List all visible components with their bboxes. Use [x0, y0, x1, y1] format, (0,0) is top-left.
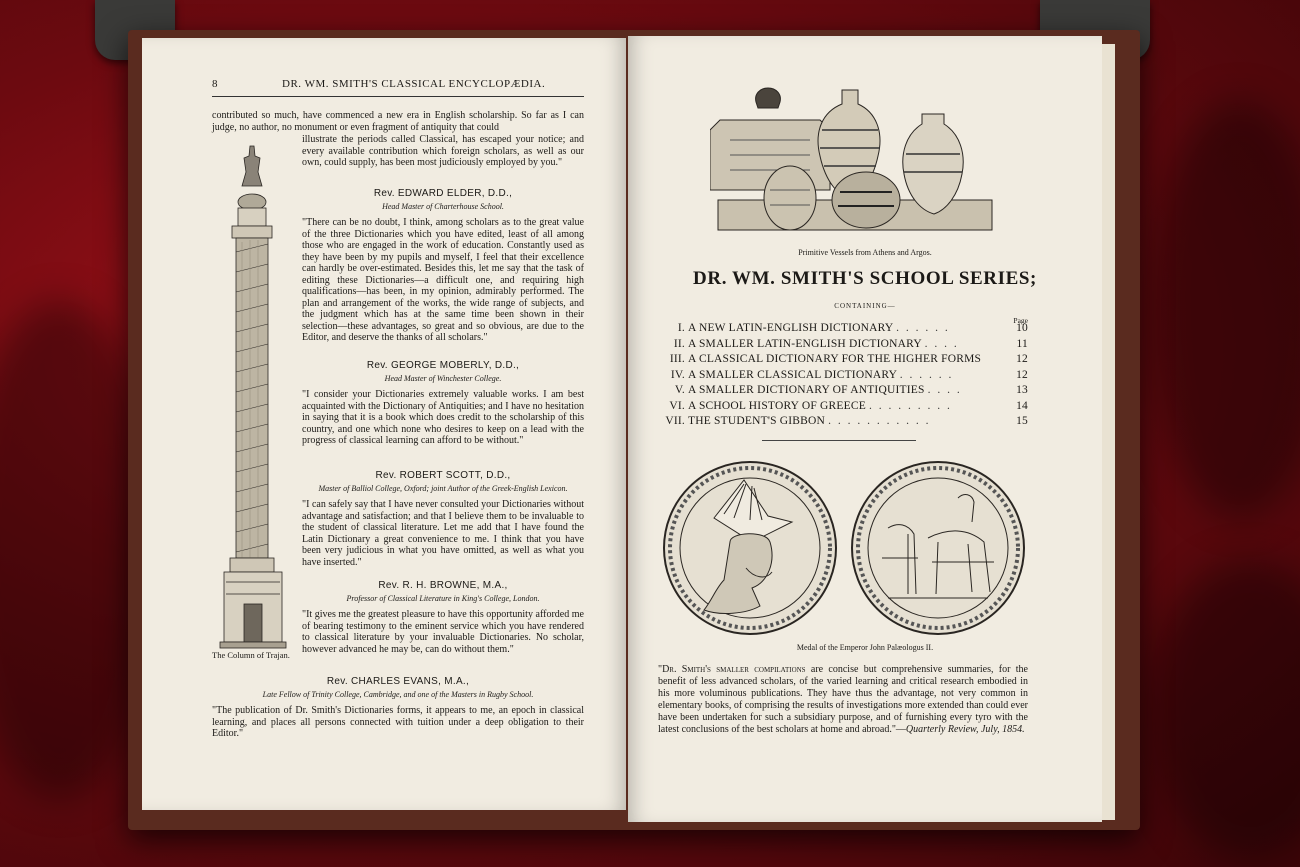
review-lead: "Dr. Smith's smaller compilations [658, 664, 806, 675]
review-quote [658, 664, 1028, 736]
vessels-illustration [710, 80, 1000, 240]
toc-page: 10 [1016, 322, 1028, 334]
page-number: 8 [212, 78, 218, 90]
toc-label: THE STUDENT'S GIBBON [688, 415, 826, 427]
testimonial-name: Rev. R. H. BROWNE, M.A., [378, 580, 508, 591]
toc-leader: . . . . . . . . . . . [828, 415, 931, 427]
review-source: Quarterly Review, July, 1854. [905, 724, 1025, 735]
toc-page: 12 [1016, 353, 1028, 365]
testimonial-quote: "There can be no doubt, I think, among scholars as to the great value of the three Dictionaries which you have edited, least of all among those who are engaged in the work of education. Constantly used as they have been by my pupils and myself, I feel that their excellence can hardly be over-estimated. Besides this, let me say that the task of editing these Dictionaries—a difficult one, and requiring high qualifications—has been, in my opinion, admirably performed. The plan and arrangement of the works, the wide range of subjects, and the judgment which has at the same time been shown in their selection—these advantages, so great and so obvious, are due to the Editor, and deserve the thanks of all scholars." [302, 217, 584, 343]
toc-item [658, 415, 1028, 431]
toc-label: A SMALLER DICTIONARY OF ANTIQUITIES [688, 384, 925, 396]
toc-label: A SMALLER CLASSICAL DICTIONARY [688, 368, 897, 381]
toc-leader: . . . . . . [896, 322, 950, 334]
toc-numeral: II. [673, 337, 685, 350]
testimonial-scott [302, 470, 584, 568]
medal-obverse-illustration [660, 458, 840, 638]
column-caption: The Column of Trajan. [212, 650, 290, 660]
toc-numeral: IV. [670, 368, 685, 381]
vessels-caption: Primitive Vessels from Athens and Argos. [798, 248, 932, 257]
toc-numeral: III. [669, 353, 685, 365]
left-page-content [142, 38, 626, 810]
toc-label: A SMALLER LATIN-ENGLISH DICTIONARY [688, 337, 922, 350]
right-page [628, 36, 1102, 822]
testimonial-name: Rev. GEORGE MOBERLY, D.D., [366, 360, 520, 371]
containing-label: CONTAINING— [834, 302, 896, 310]
testimonial-browne [302, 580, 584, 655]
medal-caption: Medal of the Emperor John Palæologus II. [796, 643, 934, 652]
toc-page: 12 [1016, 368, 1028, 381]
intro-continuation: illustrate the periods called Classical, has escaped your notice; and every available contribution which foreign scholars, as well as our own, could supply, has been most judiciously employed by you." [302, 134, 584, 168]
testimonial-evans [212, 676, 584, 740]
medal-reverse-illustration [848, 458, 1028, 638]
testimonial-name: Rev. ROBERT SCOTT, D.D., [375, 470, 511, 481]
header-rule [212, 96, 584, 97]
toc-numeral: I. [677, 322, 685, 334]
review-body: are concise but comprehensive summaries, for the benefit of less advanced scholars, of the varied learning and critical research embodied in his more voluminous publications. They have thus the advantage, not very common in elementary books, of comprising the results of investigations more extended than could ever have been undertaken for such a subsidiary purpose, and of furnishing every tyro with the latest conclusions of the best scholars at home and abroad."— [658, 664, 1028, 735]
toc-item [658, 353, 1028, 369]
testimonial-quote: "It gives me the greatest pleasure to have this opportunity afforded me of bearing testimony to the eminent service which you have rendered to classical literature by your invaluable Dictionaries. No scholar, however advanced he may be, can do without them." [302, 609, 584, 655]
testimonial-moberly [302, 360, 584, 447]
velvet-fold [1150, 560, 1300, 860]
toc-leader: . . . . [927, 384, 962, 396]
testimonial-name: Rev. EDWARD ELDER, D.D., [373, 188, 513, 199]
intro-paragraph: contributed so much, have commenced a new era in English scholarship. So far as I can judge, no author, no monument or even fragment of antiquity that could [212, 110, 584, 133]
testimonial-name: Rev. CHARLES EVANS, M.A., [326, 676, 470, 687]
page-column-label: Page [1013, 316, 1028, 325]
testimonial-quote: "I can safely say that I have never consulted your Dictionaries without advantage and satisfaction; and that I believe them to be invaluable to the student of classical literature. Let me add that I have found the Latin Dictionary a great convenience to me. I think that you have been very judicious in what you have omitted, as well as what you have inserted." [302, 499, 584, 568]
toc-page: 11 [1016, 337, 1028, 350]
testimonial-role: Master of Balliol College, Oxford; joint Author of the Greek-English Lexicon. [318, 484, 568, 493]
page-edges [1100, 44, 1115, 820]
testimonial-elder [302, 188, 584, 344]
toc-item [658, 338, 1028, 354]
toc-label: A SCHOOL HISTORY OF GREECE [688, 399, 866, 412]
toc-page: 14 [1016, 399, 1028, 412]
toc-leader: . . . . . . [899, 368, 954, 381]
section-rule [762, 440, 916, 441]
toc-label: A CLASSICAL DICTIONARY FOR THE HIGHER FORMS [688, 353, 982, 365]
testimonial-quote: "I consider your Dictionaries extremely valuable works. I am best acquainted with the Dictionary of Antiquities; and I have no hesitation in saying that it is a book which does credit to the scholarship of this country, and one which none who desires to keep on a lead with the progress of classical learning can afford to be without." [302, 389, 584, 446]
toc-page: 13 [1016, 384, 1028, 396]
toc-numeral: VI. [669, 399, 685, 412]
toc-numeral: V. [674, 384, 685, 396]
trajan-column-illustration [214, 142, 294, 650]
toc-item [658, 384, 1028, 400]
testimonial-role: Head Master of Winchester College. [384, 374, 502, 383]
toc-label: A NEW LATIN-ENGLISH DICTIONARY [688, 322, 893, 334]
velvet-fold [1150, 100, 1300, 520]
toc-numeral: VII. [665, 415, 685, 427]
toc-leader: . . . . [924, 337, 959, 350]
series-title: DR. WM. SMITH'S SCHOOL SERIES; [693, 268, 1037, 289]
testimonial-role: Professor of Classical Literature in King's College, London. [346, 594, 540, 603]
running-title: DR. WM. SMITH'S CLASSICAL ENCYCLOPÆDIA. [282, 78, 546, 90]
toc-leader: . . . . . . . . . [869, 399, 952, 412]
testimonial-quote: "The publication of Dr. Smith's Dictionaries forms, it appears to me, an epoch in classical learning, and places all persons connected with tuition under a deep obligation to their Editor." [212, 705, 584, 739]
toc-item [658, 322, 1028, 338]
table-of-contents [658, 322, 1028, 431]
toc-item [658, 400, 1028, 416]
toc-page: 15 [1016, 415, 1028, 427]
testimonial-role: Late Fellow of Trinity College, Cambridge, and one of the Masters in Rugby School. [262, 690, 534, 699]
testimonial-role: Head Master of Charterhouse School. [382, 202, 504, 211]
toc-item [658, 369, 1028, 385]
